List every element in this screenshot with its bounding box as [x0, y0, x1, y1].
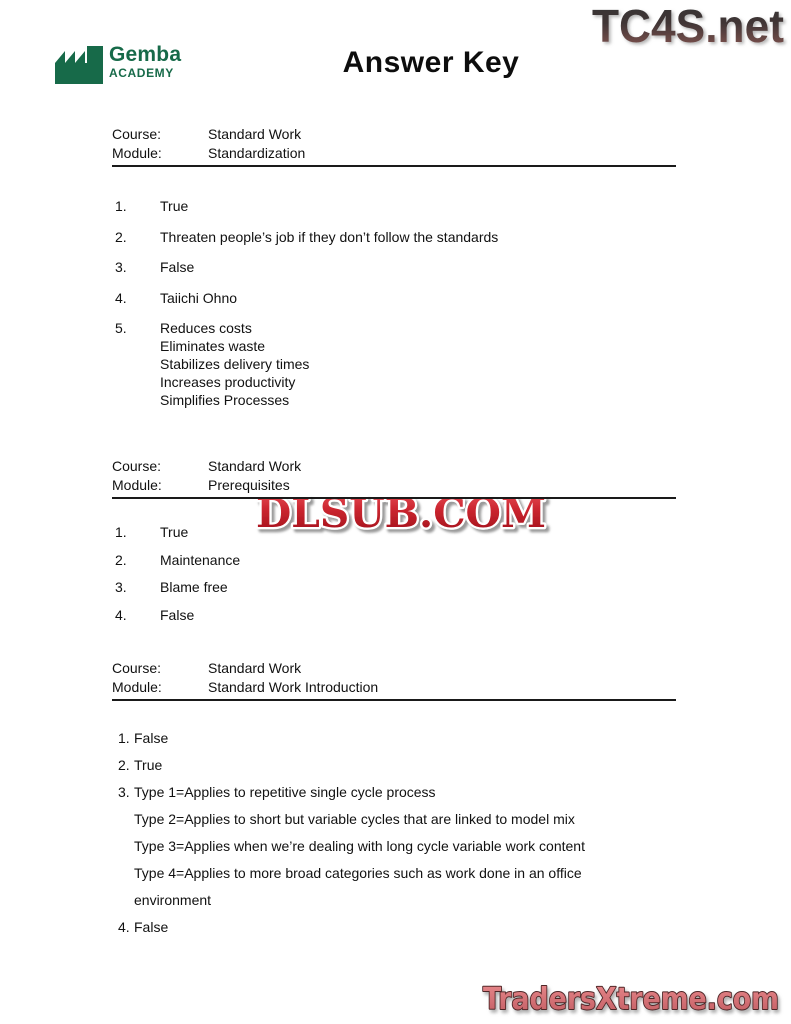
- item-number: 1.: [115, 524, 127, 540]
- item-number: 5.: [115, 320, 127, 336]
- course-value: Standard Work: [208, 126, 302, 142]
- brand-name: Gemba: [109, 43, 182, 66]
- item-answer: [160, 606, 676, 624]
- item-answer: [134, 725, 649, 752]
- item-number: 2.: [115, 551, 127, 568]
- item-answer: [160, 523, 676, 541]
- module-label: Module:: [112, 476, 162, 493]
- answer-line: False: [160, 259, 195, 275]
- answer-line: Type 1=Applies to repetitive single cycle process: [134, 784, 436, 800]
- item-number: 1.: [118, 730, 130, 746]
- course-value: Standard Work: [208, 660, 302, 676]
- answer-line: False: [160, 606, 195, 623]
- answer-line: Type 2=Applies to short but variable cycles that are linked to model mix: [134, 811, 575, 827]
- list-item: [112, 228, 676, 246]
- gemba-academy-logo: [55, 44, 181, 84]
- list-item: [112, 523, 676, 541]
- answer-line: Stabilizes delivery times: [160, 356, 310, 372]
- item-answer: [160, 289, 676, 307]
- answer-line: Blame free: [160, 579, 228, 595]
- answer-section-prerequisites: [112, 457, 676, 633]
- item-answer: [134, 752, 649, 779]
- course-value: Standard Work: [208, 458, 302, 474]
- item-answer: [160, 258, 676, 276]
- section-header: [112, 125, 676, 167]
- answer-list: [112, 725, 676, 941]
- answer-line: Reduces costs: [160, 320, 252, 336]
- module-value: Prerequisites: [208, 476, 290, 493]
- item-number: 3.: [115, 579, 127, 595]
- list-item: [112, 258, 676, 276]
- list-item: [112, 914, 676, 941]
- factory-icon: [55, 44, 103, 84]
- item-number: 4.: [115, 606, 127, 623]
- course-row: [112, 125, 676, 144]
- answer-line: Increases productivity: [160, 374, 296, 390]
- item-number: 2.: [118, 757, 130, 773]
- item-answer: [134, 914, 649, 941]
- module-label: Module:: [112, 678, 162, 695]
- watermark-traders: [475, 976, 787, 1024]
- answer-line: Taiichi Ohno: [160, 289, 238, 306]
- brand-subname: ACADEMY: [109, 66, 174, 80]
- answer-line: False: [134, 730, 169, 746]
- list-item: [112, 197, 676, 215]
- list-item: [112, 779, 676, 914]
- item-number: 3.: [118, 784, 130, 800]
- answer-line: True: [160, 198, 189, 214]
- module-value: Standard Work Introduction: [208, 678, 379, 695]
- module-label: Module:: [112, 144, 162, 161]
- item-number: 4.: [115, 289, 127, 306]
- answer-line: Simplifies Processes: [160, 392, 290, 408]
- section-header: [112, 457, 676, 499]
- list-item: [112, 725, 676, 752]
- module-value: Standardization: [208, 144, 306, 161]
- watermark-dlsub-text: DLSUB.COM: [256, 490, 546, 537]
- section-header: [112, 659, 676, 701]
- list-item: [112, 606, 676, 624]
- answer-line: False: [134, 919, 169, 935]
- item-answer: [134, 779, 649, 914]
- module-row: [112, 144, 676, 163]
- list-item: [112, 752, 676, 779]
- logo-text: [109, 44, 181, 80]
- course-row: [112, 659, 676, 678]
- answer-section-introduction: [112, 659, 676, 941]
- course-label: Course:: [112, 458, 162, 474]
- list-item: [112, 289, 676, 307]
- item-answer: [160, 578, 676, 596]
- item-number: 1.: [115, 198, 127, 214]
- item-answer: [160, 228, 676, 246]
- answer-list: [112, 197, 676, 409]
- answer-line: Maintenance: [160, 551, 241, 568]
- answer-list: [112, 523, 676, 624]
- answer-line: Type 4=Applies to more broad categories such as work done in an office environment: [134, 865, 582, 908]
- item-answer: [160, 319, 676, 409]
- watermark-tc4s-text: TC4S.net: [592, 0, 784, 52]
- answer-line: True: [134, 757, 163, 773]
- answer-line: Eliminates waste: [160, 338, 266, 354]
- watermark-traders-text: TradersXtreme.com: [483, 982, 779, 1017]
- item-number: 3.: [115, 259, 127, 275]
- watermark-tc4s: [588, 0, 791, 58]
- list-item: [112, 578, 676, 596]
- page-title: Answer Key: [342, 46, 520, 79]
- list-item: [112, 551, 676, 569]
- item-number: 2.: [115, 228, 127, 245]
- module-row: [112, 476, 676, 495]
- course-label: Course:: [112, 126, 162, 142]
- module-row: [112, 678, 676, 697]
- course-label: Course:: [112, 660, 162, 676]
- item-answer: [160, 551, 676, 569]
- answer-line: Type 3=Applies when we’re dealing with long cycle variable work content: [134, 838, 585, 854]
- answer-line: Threaten people’s job if they don’t follow the standards: [160, 228, 499, 245]
- answer-section-standardization: [112, 125, 676, 422]
- list-item: [112, 319, 676, 409]
- item-number: 4.: [118, 919, 130, 935]
- item-answer: [160, 197, 676, 215]
- course-row: [112, 457, 676, 476]
- answer-line: True: [160, 524, 189, 540]
